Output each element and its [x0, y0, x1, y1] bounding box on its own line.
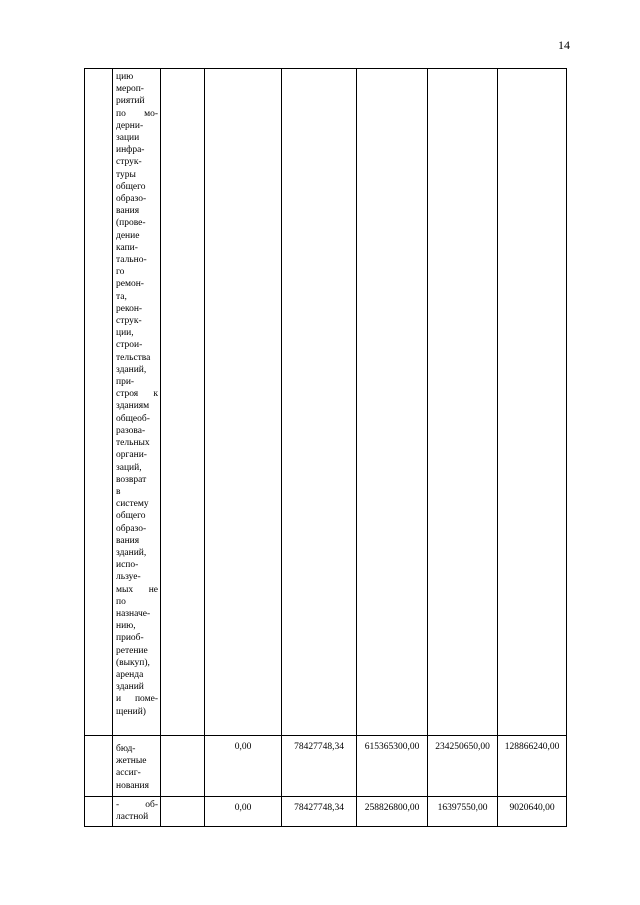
description-line: ассиг-	[116, 768, 141, 779]
description-line: разова-	[116, 425, 146, 436]
description-line: зации	[116, 133, 140, 144]
blank-cell	[161, 736, 205, 797]
description-line: щений)	[116, 706, 146, 717]
description-word: мых	[116, 584, 134, 595]
value-cell: 615365300,00	[357, 736, 428, 797]
description-line: зданий,	[116, 547, 147, 558]
description-line: ретение	[116, 645, 148, 656]
description-line: аренда	[116, 669, 144, 680]
description-line: струк-	[116, 157, 142, 168]
description-line: цию	[116, 72, 134, 82]
description-line: бюд-	[116, 744, 136, 754]
blank-cell	[161, 69, 205, 736]
description-line: мероп-	[116, 84, 144, 95]
description-line: (выкуп),	[116, 657, 150, 668]
description-word: поме-	[134, 694, 158, 705]
value-cell: 9020640,00	[498, 797, 567, 827]
description-line	[116, 584, 158, 596]
description-word: к	[153, 389, 158, 400]
description-line: строи-	[116, 340, 143, 351]
value-cell: 258826800,00	[357, 797, 428, 827]
description-line: образо-	[116, 194, 147, 205]
description-line	[116, 108, 158, 120]
description-line: общего	[116, 511, 146, 522]
description-word: об-	[145, 800, 158, 810]
description-line: зданий,	[116, 364, 147, 375]
blank-cell	[205, 69, 282, 736]
blank-cell	[85, 736, 113, 797]
description-line: го	[116, 267, 125, 278]
description-line: ластной	[116, 812, 149, 823]
description-line: тельных	[116, 438, 150, 449]
description-line: туры	[116, 169, 136, 180]
table-row-budget-allocations	[85, 736, 567, 797]
table-row-regional-budget	[85, 797, 567, 827]
blank-cell	[498, 69, 567, 736]
description-line: струк-	[116, 316, 142, 327]
description-line: зданиям	[116, 401, 150, 412]
value-cell: 78427748,34	[282, 797, 357, 827]
description-line: капи-	[116, 242, 138, 253]
blank-cell	[428, 69, 498, 736]
description-line	[116, 388, 158, 400]
description-line: та,	[116, 291, 127, 302]
value-cell: 16397550,00	[428, 797, 498, 827]
budget-allocations-label	[116, 738, 158, 792]
description-line: по	[116, 596, 126, 607]
value-cell: 234250650,00	[428, 736, 498, 797]
value-cell: 78427748,34	[282, 736, 357, 797]
blank-cell	[161, 797, 205, 827]
description-word: не	[148, 584, 158, 595]
description-line: льзуе-	[116, 572, 141, 583]
description-line: жетные	[116, 756, 147, 767]
description-line: дение	[116, 230, 140, 241]
description-word: мо-	[144, 108, 158, 119]
measure-description-text	[116, 71, 158, 718]
description-line: назначе-	[116, 608, 151, 619]
blank-cell	[85, 797, 113, 827]
regional-budget-label-cell	[113, 797, 161, 827]
budget-table	[84, 68, 567, 827]
description-word: и	[116, 694, 122, 705]
description-line: общеоб-	[116, 413, 150, 424]
description-line: ремон-	[116, 279, 144, 290]
description-line: органи-	[116, 450, 147, 461]
value-cell: 128866240,00	[498, 736, 567, 797]
description-word: по	[116, 108, 126, 119]
description-word: -	[116, 800, 120, 810]
description-line: систему	[116, 499, 149, 510]
description-line: инфра-	[116, 145, 145, 156]
description-line: (прове-	[116, 218, 146, 229]
value-cell: 0,00	[205, 736, 282, 797]
measure-description-cell	[113, 69, 161, 736]
blank-cell	[357, 69, 428, 736]
description-line: рекон-	[116, 303, 143, 314]
budget-allocations-label-cell	[113, 736, 161, 797]
description-line: заций,	[116, 462, 142, 473]
description-line: вания	[116, 535, 140, 546]
description-line: образо-	[116, 523, 147, 534]
description-line: зданий	[116, 682, 144, 693]
blank-cell	[85, 69, 113, 736]
description-line	[116, 799, 158, 811]
description-line: приоб-	[116, 633, 144, 644]
description-line: нию,	[116, 621, 136, 632]
description-line: ции,	[116, 328, 134, 339]
description-line: общего	[116, 181, 146, 192]
description-line: тельства	[116, 352, 151, 363]
description-line: при-	[116, 377, 135, 388]
description-line	[116, 693, 158, 705]
table-row-measure-description	[85, 69, 567, 736]
regional-budget-label	[116, 799, 158, 823]
description-line: возврат	[116, 474, 147, 485]
description-line: тально-	[116, 255, 147, 266]
value-cell: 0,00	[205, 797, 282, 827]
description-line: дерни-	[116, 120, 144, 131]
description-line: в	[116, 486, 121, 497]
description-line: испо-	[116, 560, 139, 571]
page-number: 14	[558, 38, 570, 52]
description-line: нования	[116, 780, 149, 791]
description-line: вания	[116, 206, 140, 217]
description-word: строя	[116, 389, 139, 400]
description-line: риятий	[116, 96, 145, 107]
blank-cell	[282, 69, 357, 736]
